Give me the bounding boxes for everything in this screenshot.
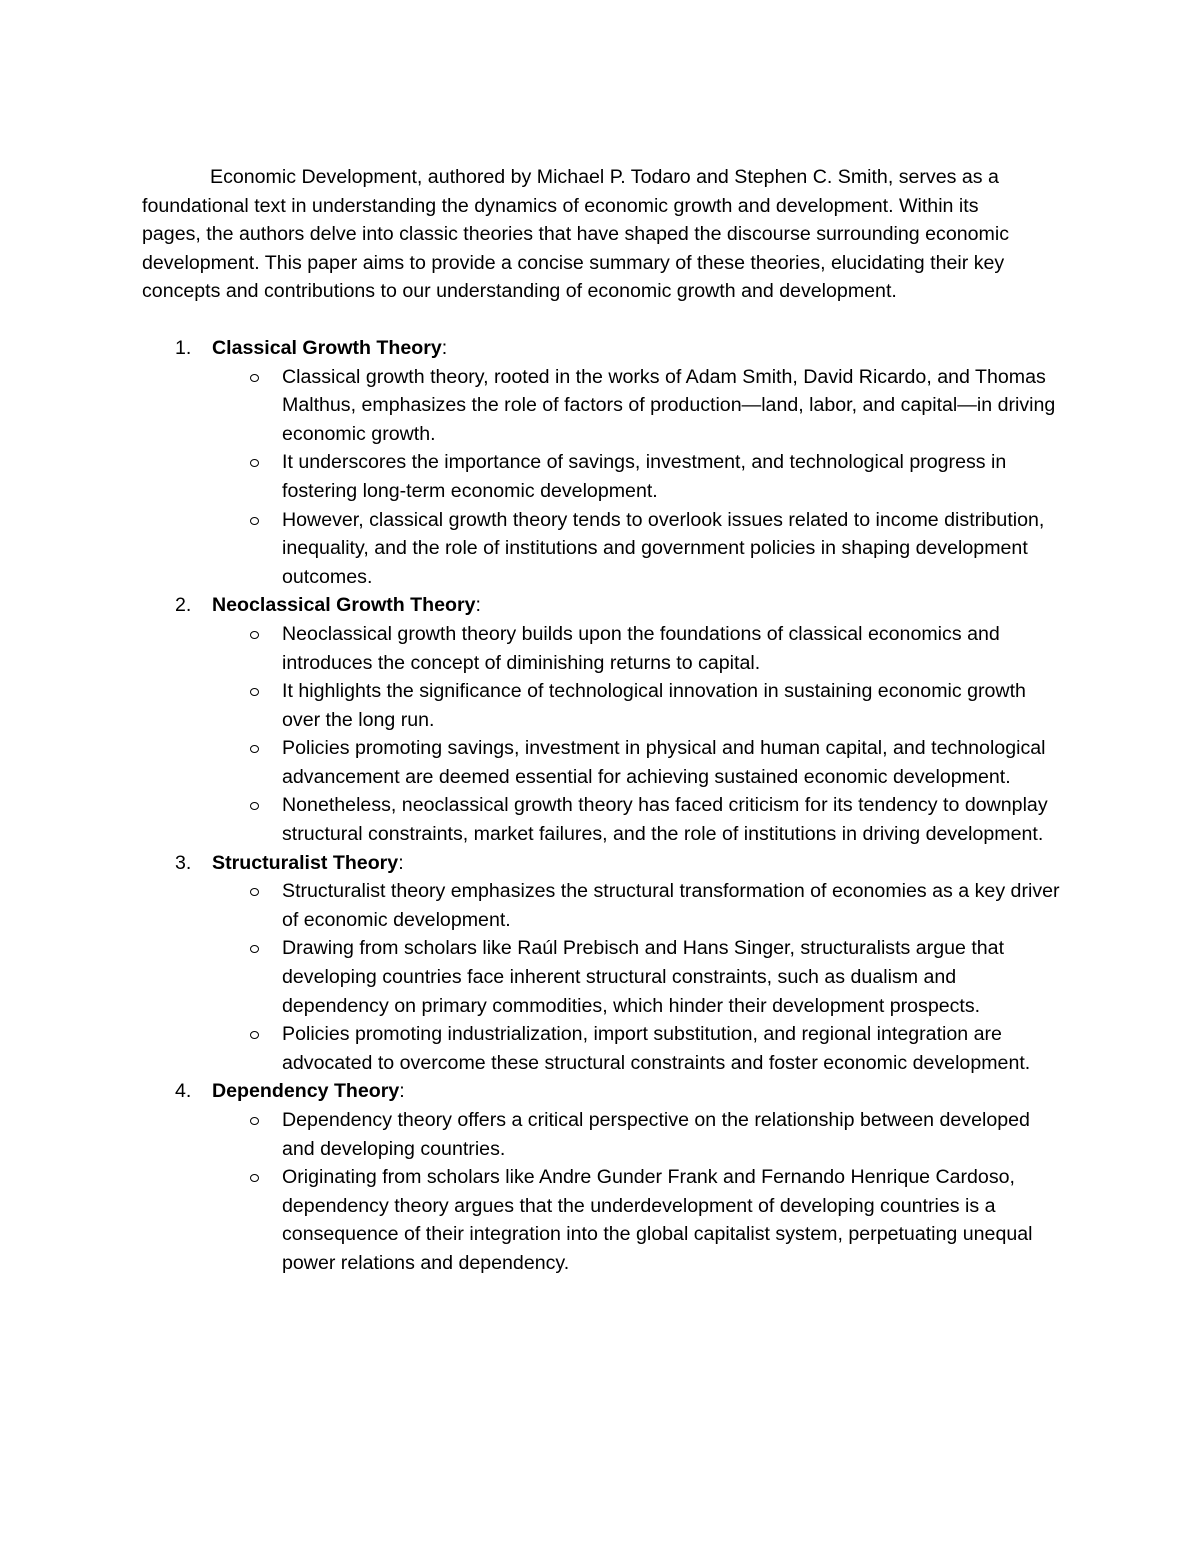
point-text: It underscores the importance of savings, investment, and technological progress in fostering long-term economic development. [282,451,1007,502]
theory-list [142,334,1060,1278]
bullet-point [212,448,1060,505]
section-heading [212,849,1060,878]
point-text: Neoclassical growth theory builds upon the foundations of classical economics and introduces the concept of diminishing returns to capital. [282,622,1000,674]
section-number: 3. [175,851,192,874]
point-text: Structuralist theory emphasizes the structural transformation of economies as a key driver of economic development. [282,880,1060,931]
section-colon: : [399,1080,405,1103]
section-item [142,849,1060,1078]
bullet-point [212,1163,1060,1277]
section-heading [212,1077,1060,1106]
section-item [142,1077,1060,1277]
section-title: Classical Growth Theory [212,336,442,359]
section-colon: : [441,336,448,359]
hollow-circle-bullet-icon [250,374,259,382]
point-text: Nonetheless, neoclassical growth theory has faced criticism for its tendency to downplay structural constraints, market failures, and the role of institutions in driving development. [282,794,1048,846]
bullet-point [212,1106,1060,1163]
hollow-circle-bullet-icon [250,888,259,896]
bullet-point [212,791,1060,848]
point-text: It highlights the significance of technological innovation in sustaining economic growth over the long run. [282,680,1026,731]
section-points [212,1106,1060,1278]
section-title: Structuralist Theory [212,851,399,874]
bullet-point [212,363,1060,449]
hollow-circle-bullet-icon [250,745,259,753]
point-text: However, classical growth theory tends to overlook issues related to income distribution, inequality, and the role of institutions and government policies in shaping development outcomes. [282,508,1045,588]
section-points [212,363,1060,592]
section-number: 4. [175,1080,192,1103]
point-text: Policies promoting industrialization, import substitution, and regional integration are advocated to overcome these structural constraints and foster economic development. [282,1023,1031,1074]
section-title: Dependency Theory [212,1080,400,1103]
point-text: Drawing from scholars like Raúl Prebisch and Hans Singer, structuralists argue that developing countries face inherent structural constraints, such as dualism and dependency on primary commodities, which hinder their development prospects. [282,937,1005,1017]
bullet-point [212,677,1060,734]
section-item [142,591,1060,848]
section-item [142,334,1060,591]
point-text: Originating from scholars like Andre Gunder Frank and Fernando Henrique Cardoso, dependency theory argues that the underdevelopment of developing countries is a consequence of their integration into the global capitalist system, perpetuating unequal power relations and dependency. [282,1166,1033,1274]
bullet-point [212,734,1060,791]
point-text: Dependency theory offers a critical perspective on the relationship between developed and developing countries. [282,1109,1030,1160]
hollow-circle-bullet-icon [250,517,259,525]
hollow-circle-bullet-icon [250,945,259,953]
hollow-circle-bullet-icon [250,1117,259,1125]
hollow-circle-bullet-icon [250,631,259,639]
section-number: 1. [175,336,192,359]
bullet-point [212,1020,1060,1077]
hollow-circle-bullet-icon [250,1174,259,1182]
point-text: Policies promoting savings, investment in physical and human capital, and technological advancement are deemed essential for achieving sustained economic development. [282,737,1046,788]
point-text: Classical growth theory, rooted in the works of Adam Smith, David Ricardo, and Thomas Malthus, emphasizes the role of factors of production—land, labor, and capital—in driving economic growth. [282,365,1056,445]
bullet-point [212,877,1060,934]
section-colon: : [398,851,404,874]
hollow-circle-bullet-icon [250,459,259,467]
section-colon: : [475,594,481,617]
section-points [212,620,1060,849]
bullet-point [212,620,1060,677]
hollow-circle-bullet-icon [250,802,259,810]
bullet-point [212,934,1060,1020]
hollow-circle-bullet-icon [250,688,259,696]
section-title: Neoclassical Growth Theory [212,594,476,617]
section-heading [212,591,1060,620]
hollow-circle-bullet-icon [250,1031,259,1039]
intro-paragraph: Economic Development, authored by Michael P. Todaro and Stephen C. Smith, serves as a foundational text in understanding the dynamics of economic growth and development. Within its pages, the authors delve into classic theories that have shaped the discourse surrounding economic development. This paper aims to provide a concise summary of these theories, elucidating their key concepts and contributions to our understanding of economic growth and development. [142,166,1010,303]
section-heading [212,334,1060,363]
bullet-point [212,506,1060,592]
section-number: 2. [175,594,192,617]
section-points [212,877,1060,1077]
